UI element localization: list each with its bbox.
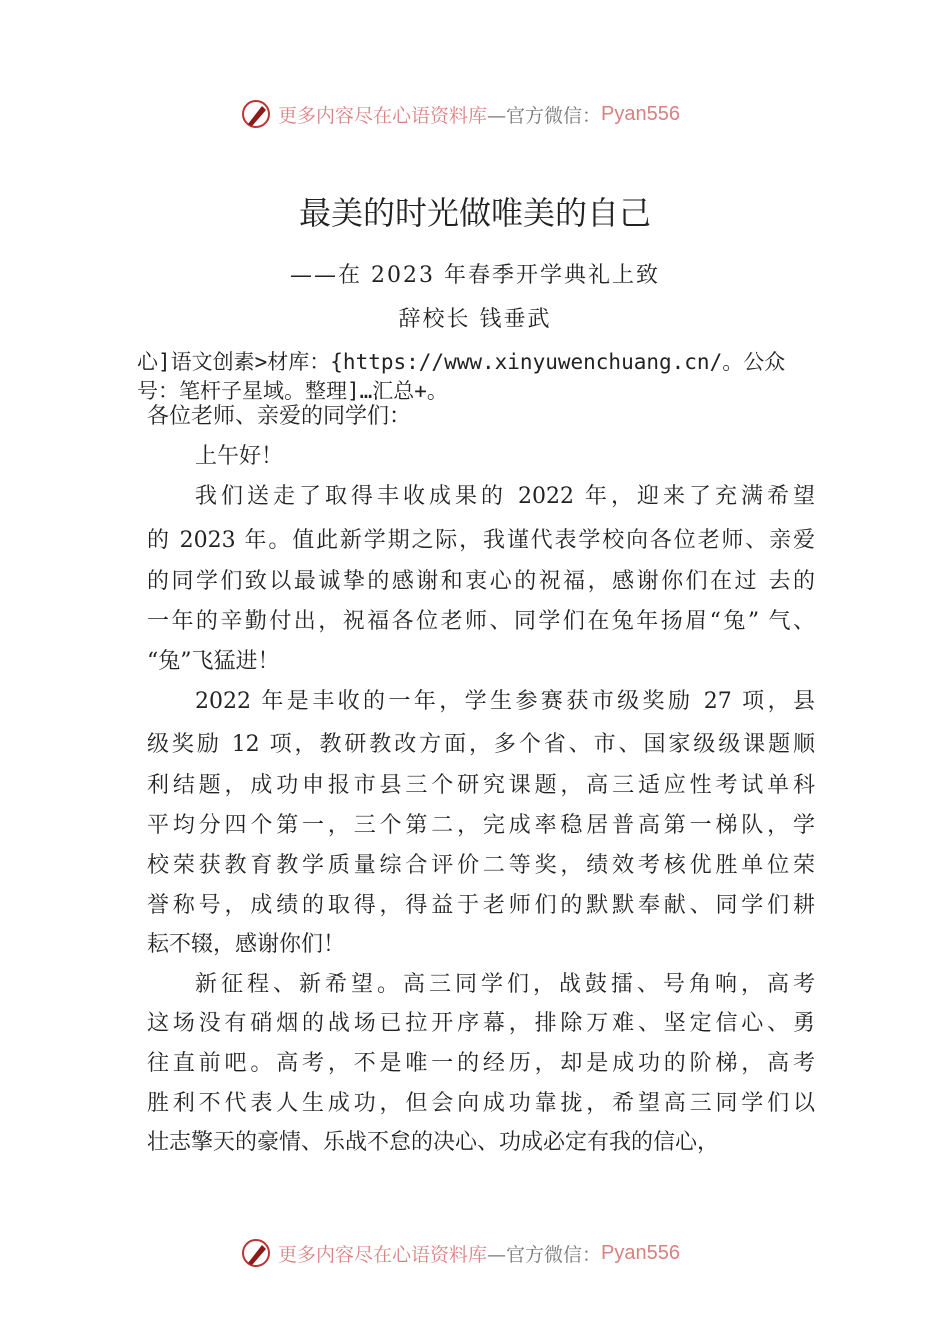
banner-wechat-id: Pyan556 [601, 1241, 680, 1264]
paragraph-line: 的 2023 年。值此新学期之际，我谨代表学校向各位老师、亲爱 [147, 528, 815, 553]
paragraph-line: 平均分四个第一，三个第二，完成率稳居普高第一梯队，学 [147, 813, 815, 838]
banner-brand: 更多内容尽在心语资料库 [278, 1243, 488, 1266]
paragraph-line: 校荣获教育教学质量综合评价二等奖，绩效考核优胜单位荣 [147, 853, 815, 878]
pen-logo-icon [240, 98, 272, 130]
paragraph-line: 级奖励 12 项，教研教改方面，多个省、市、国家级级课题顺 [147, 732, 815, 757]
paragraph-line: 胜利不代表人生成功，但会向成功靠拢，希望高三同学们以 [147, 1091, 815, 1116]
paragraph-line: 我们送走了取得丰收成果的 2022 年，迎来了充满希望 [195, 484, 815, 509]
source-line: 心]语文创素>材库：{https://www.xinyuwenchuang.cn/。公众 [137, 350, 786, 374]
paragraph-line: 往直前吧。高考，不是唯一的经历，却是成功的阶梯，高考 [147, 1051, 815, 1076]
pen-logo-icon [240, 1237, 272, 1269]
paragraph-line: 耘不辍，感谢你们！ [147, 932, 346, 957]
paragraph-line: 壮志擎天的豪情、乐战不怠的决心、功成必定有我的信心， [147, 1130, 720, 1155]
paragraph-line: 新征程、新希望。高三同学们，战鼓擂、号角响，高考 [195, 972, 815, 997]
banner-wechat-id: Pyan556 [601, 102, 680, 125]
header-banner [240, 97, 680, 131]
salutation: 各位老师、亲爱的同学们： [147, 404, 412, 429]
subtitle-line-1: ——在 2023 年春季开学典礼上致 [290, 263, 660, 288]
paragraph-line: 利结题，成功申报市县三个研究课题，高三适应性考试单科 [147, 773, 815, 798]
paragraph-line: 一年的辛勤付出，祝福各位老师、同学们在兔年扬眉“兔” 气、 [147, 609, 815, 634]
paragraph-line: 誉称号，成绩的取得，得益于老师们的默默奉献、同学们耕 [147, 893, 815, 918]
paragraph-line: “兔”飞猛进！ [147, 649, 280, 674]
paragraph-line: 这场没有硝烟的战场已拉开序幕，排除万难、坚定信心、勇 [147, 1011, 815, 1036]
banner-sep: —官方微信： [487, 1243, 602, 1266]
footer-banner [240, 1236, 680, 1270]
paragraph-line: 上午好！ [195, 444, 284, 469]
subtitle-line-2: 辞校长 钱垂武 [398, 307, 552, 332]
page-title: 最美的时光做唯美的自己 [298, 194, 651, 232]
paragraph-line: 2022 年是丰收的一年，学生参赛获市级奖励 27 项，县 [195, 689, 815, 714]
paragraph-line: 的同学们致以最诚挚的感谢和衷心的祝福，感谢你们在过 去的 [147, 569, 815, 594]
banner-brand: 更多内容尽在心语资料库 [278, 104, 488, 127]
source-line: 号：笔杆子星域。整理]…汇总+。 [137, 379, 448, 403]
banner-sep: —官方微信： [487, 104, 602, 127]
